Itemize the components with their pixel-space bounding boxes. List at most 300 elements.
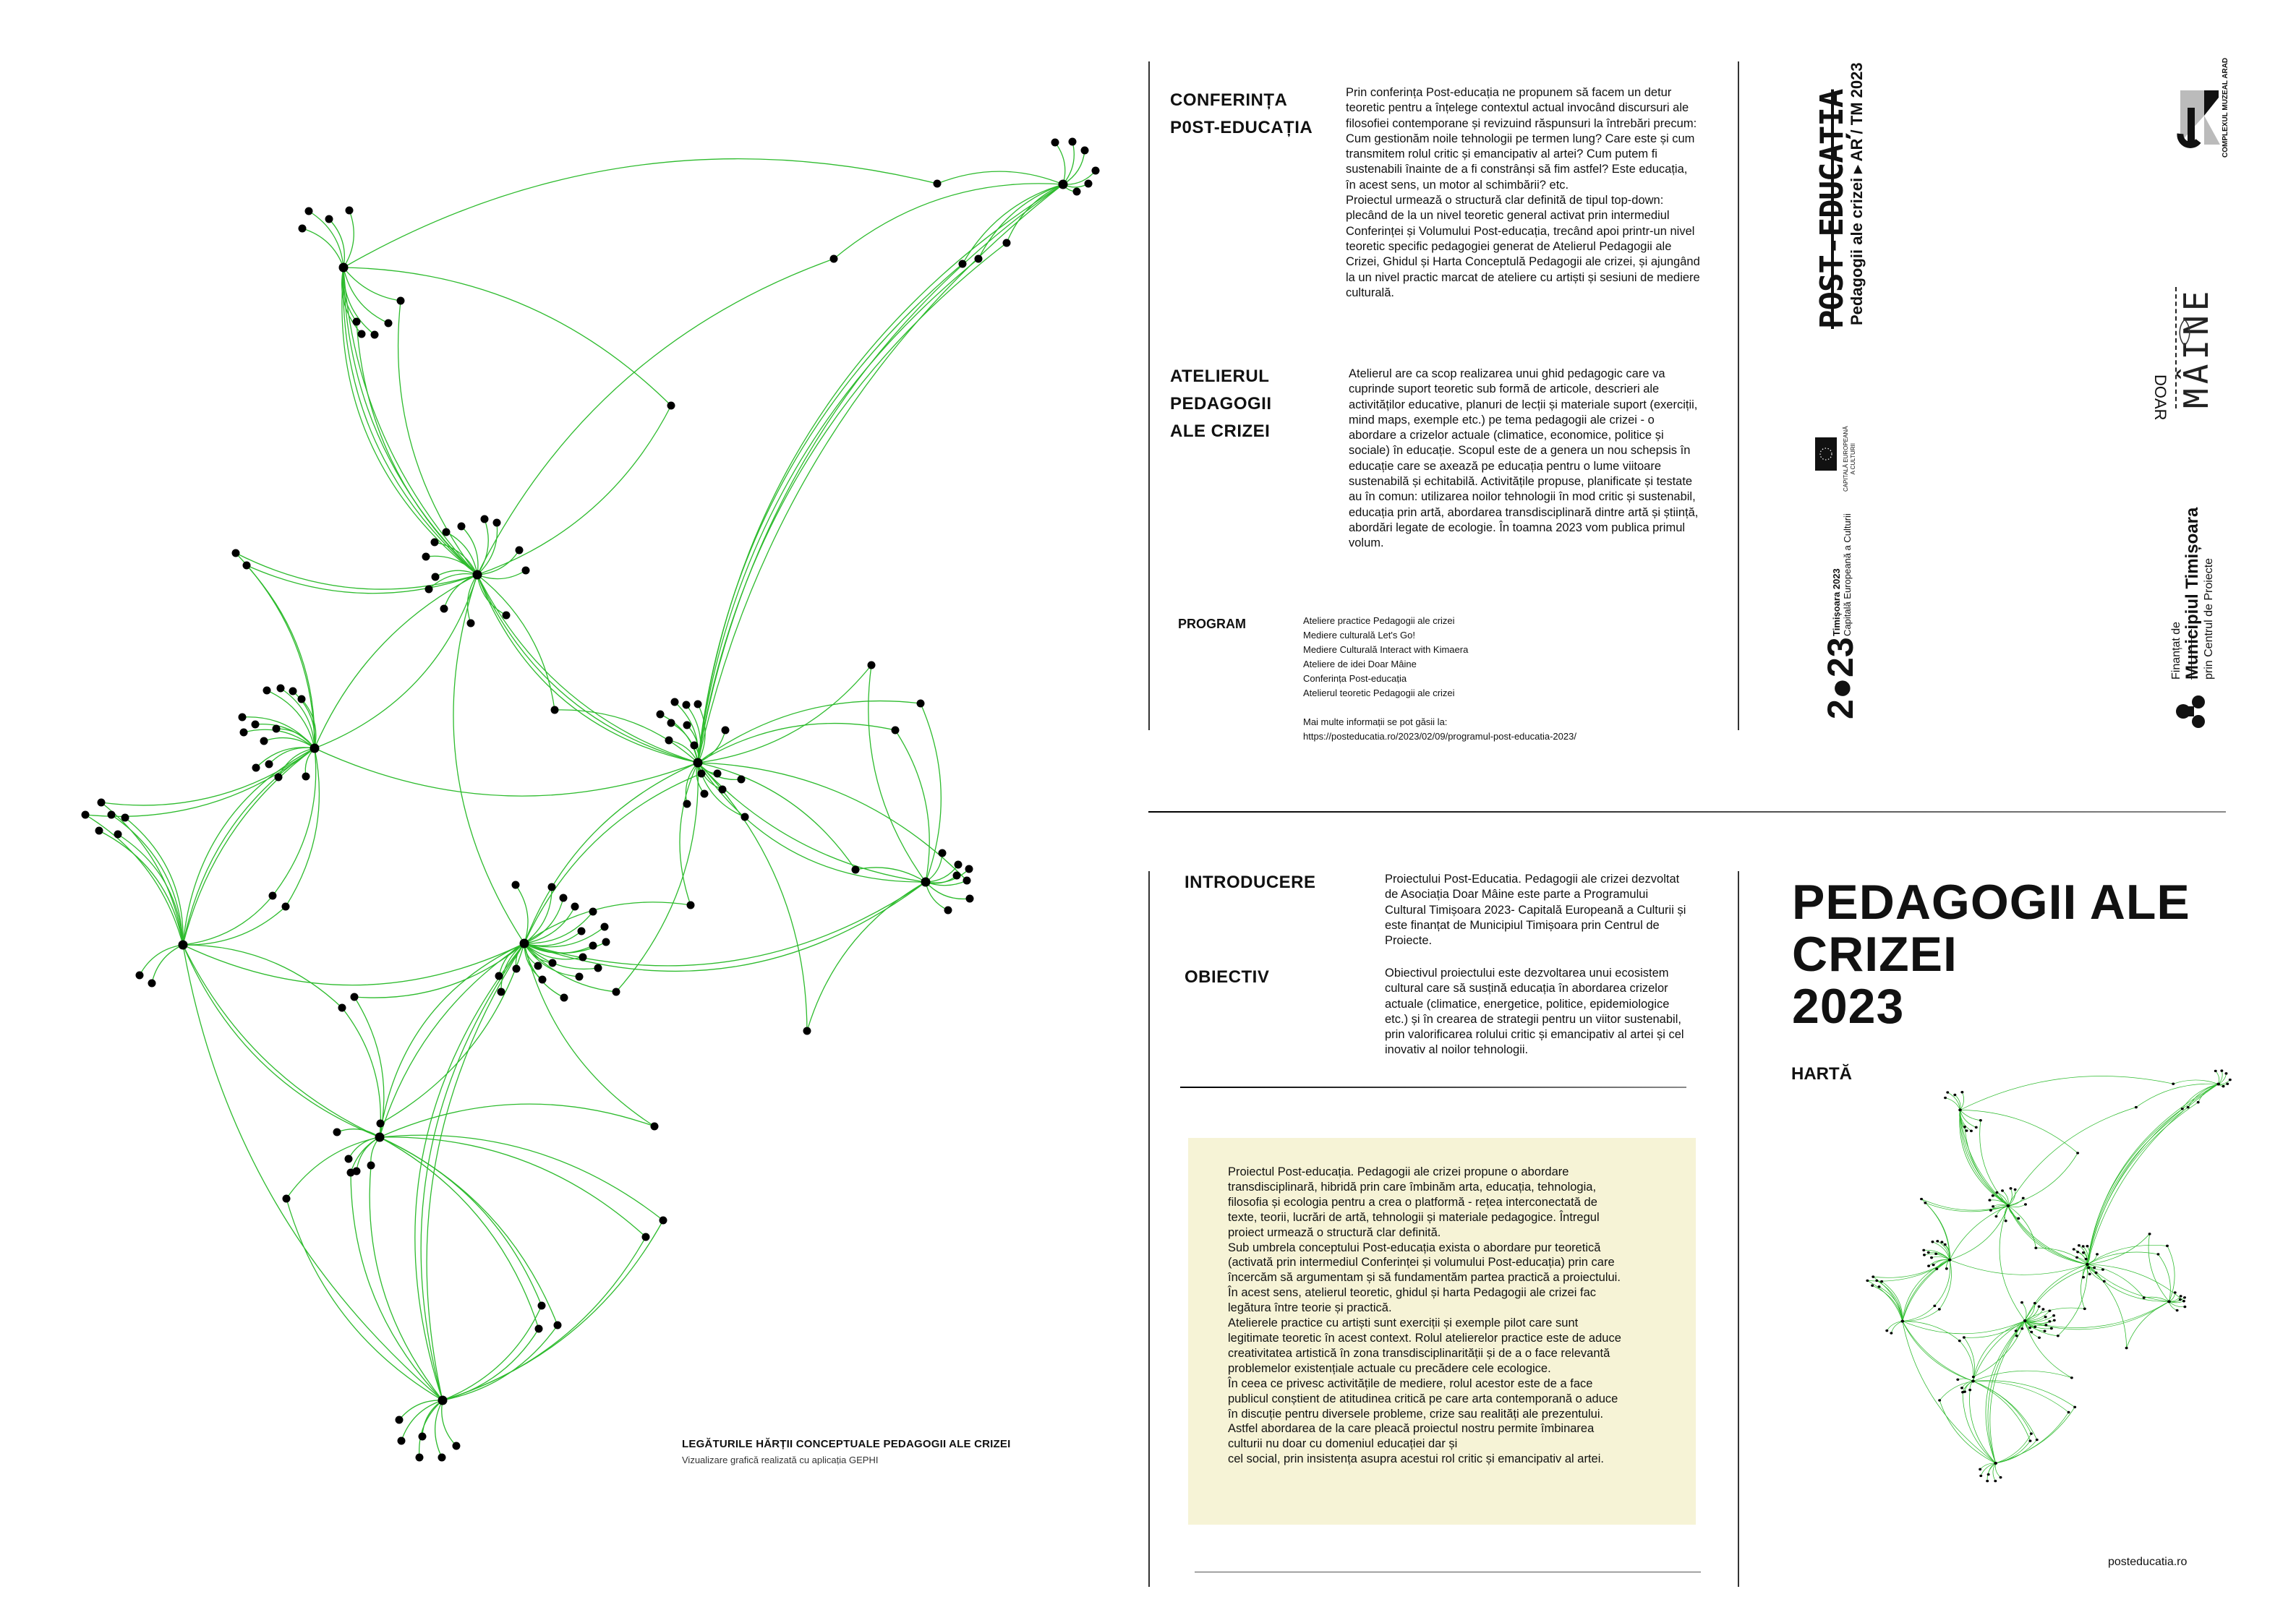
graph-hub-node <box>310 744 320 753</box>
graph-edge <box>807 882 926 1031</box>
mini-edge <box>1988 1321 2025 1463</box>
mini-leaf-node <box>2048 1320 2051 1322</box>
mini-leaf-node <box>1986 1480 1989 1482</box>
graph-leaf-node <box>513 965 521 973</box>
project-description-line: filosofia și ecologia pentru a crea o platformă - rețea interconectată de <box>1228 1195 1597 1209</box>
graph-edge <box>236 553 315 748</box>
mini-leaf-node <box>1944 1097 1947 1099</box>
graph-edge <box>380 1137 558 1325</box>
graph-leaf-node <box>601 923 609 931</box>
graph-edge <box>415 943 524 1400</box>
graph-mid-node <box>1003 239 1011 247</box>
mini-leaf-node <box>1970 1130 1973 1132</box>
project-description-line: proiect urmează o structură clar definită. <box>1228 1225 1441 1239</box>
graph-edge <box>152 945 183 983</box>
mini-edge <box>1903 1322 1973 1382</box>
mini-leaf-node <box>1930 1256 1933 1259</box>
mini-edge <box>1996 1412 2069 1463</box>
mini-mid-node <box>1924 1202 1926 1204</box>
mini-leaf-node <box>2076 1251 2079 1253</box>
mini-edge <box>1960 1341 1973 1382</box>
mini-leaf-node <box>2028 1327 2031 1329</box>
graph-leaf-node <box>944 907 952 915</box>
project-description-line: Sub umbrela conceptului Post-educația exista o abordare pur teoretică <box>1228 1241 1601 1254</box>
program-item: Mediere culturală Let's Go! <box>1303 630 1415 641</box>
graph-leaf-node <box>431 539 439 547</box>
mini-leaf-node <box>2086 1245 2088 1247</box>
project-description-line: problemelor existențiale actuale cu precădere cele ecologice. <box>1228 1361 1551 1375</box>
graph-mid-node <box>959 260 967 268</box>
graph-mid-node <box>397 297 405 305</box>
graph-leaf-node <box>560 994 568 1002</box>
mini-edge <box>1996 1440 2037 1463</box>
mini-leaf-node <box>2005 1220 2007 1222</box>
graph-leaf-node <box>594 964 602 972</box>
graph-mid-node <box>963 877 971 885</box>
graph-mid-node <box>975 255 983 263</box>
concept-map-graph <box>0 0 1128 1623</box>
mini-mid-node <box>2036 1439 2039 1441</box>
graph-leaf-node <box>252 721 260 729</box>
graph-edge <box>398 301 477 575</box>
mini-leaf-node <box>2082 1251 2085 1254</box>
graph-edge <box>183 907 286 945</box>
graph-leaf-node <box>539 976 547 984</box>
mini-leaf-node <box>2180 1295 2182 1297</box>
graph-leaf-node <box>346 207 354 215</box>
graph-edge <box>477 259 834 575</box>
mini-leaf-node <box>2222 1085 2225 1087</box>
graph-leaf-node <box>108 811 116 819</box>
graph-leaf-node <box>671 698 679 706</box>
mini-hub-node <box>2007 1204 2010 1207</box>
mini-edge <box>1903 1260 1950 1322</box>
graph-edge <box>343 267 477 575</box>
mini-edge <box>1965 1127 2008 1206</box>
mini-hub-node <box>2023 1319 2027 1322</box>
graph-mid-node <box>651 1123 659 1131</box>
mini-leaf-node <box>1953 1094 1956 1096</box>
graph-leaf-node <box>522 567 530 575</box>
cma-label: COMPLEXUL MUZEAL ARAD <box>2222 57 2229 158</box>
mini-edge <box>2136 1084 2219 1107</box>
mini-leaf-node <box>1946 1091 1949 1093</box>
mini-leaf-node <box>1880 1280 1883 1282</box>
graph-mid-node <box>660 1217 667 1225</box>
graph-mid-node <box>367 1162 375 1170</box>
graph-leaf-node <box>694 701 702 708</box>
graph-leaf-node <box>602 938 610 946</box>
graph-edge <box>343 210 354 267</box>
graph-leaf-node <box>398 1437 406 1445</box>
mini-leaf-node <box>2183 1306 2186 1308</box>
mini-leaf-node <box>1945 1267 1948 1269</box>
graph-mid-node <box>353 318 361 326</box>
mini-edge <box>1960 1110 2008 1206</box>
graph-edge <box>698 184 1063 763</box>
mini-leaf-node <box>2033 1302 2036 1304</box>
project-description-text <box>1228 1165 1691 1467</box>
post-educatia-tagline: Pedagogii ale crizei ▸ AR / TM 2023 <box>1848 62 1866 325</box>
graph-leaf-node <box>453 1442 461 1450</box>
graph-hub-node <box>694 758 703 768</box>
main-title-line2: CRIZEI <box>1792 927 1958 982</box>
graph-edge <box>343 267 477 575</box>
graph-leaf-node <box>578 928 586 935</box>
graph-leaf-node <box>722 727 730 735</box>
project-description-line: (activată prin intermediul Conferinței și volumului Post-educația) prin care <box>1228 1256 1615 1269</box>
atelierul-text: Atelierul are ca scop realizarea unui ghid pedagogic care va cuprinde suport teoretic sub formă de articole, descrieri ale activităților educative, planuri de lecții și materiale suport (exerciții, mind maps, exemple etc.) pe tema pedagogii ale crizei - o abordare a crizelor actuale (climatice, economice, politice și sociale) în educație. Scopul este de a genera un nou schepsis în educație care se axează pe educația pentru o lume viitoare sustenabilă și echitabilă. Activitățile propuse, planificate și testate au în comun: utilizarea noilor tehnologii în mod critic și sustenabil, educația prin artă, abordarea transdisciplinară dintre artă și știință, abordări legate de ecologie. În toamna 2023 vom publica primul volum. <box>1349 367 1699 550</box>
atelierul-heading-line1: ATELIERUL <box>1170 367 1270 386</box>
mini-edge <box>2025 1301 2169 1327</box>
cma-logo <box>2177 83 2220 148</box>
mini-leaf-node <box>1871 1285 1874 1287</box>
graph-edge <box>524 763 698 943</box>
mini-edge <box>1964 1337 1975 1381</box>
mini-mid-node <box>2181 1108 2184 1110</box>
funder-line2: Municipiul Timișoara <box>2182 507 2202 680</box>
graph-edge <box>442 1400 456 1446</box>
mini-leaf-node <box>1960 1387 1963 1389</box>
mini-mid-node <box>1920 1198 1923 1200</box>
mini-leaf-node <box>2096 1253 2099 1255</box>
graph-mid-node <box>377 1120 385 1128</box>
graph-caption-title: LEGĂTURILE HĂRȚII CONCEPTUALE PEDAGOGII ALE CRIZEI <box>682 1438 1011 1450</box>
mini-edge <box>1903 1260 1950 1322</box>
mini-hub-node <box>1994 1462 1997 1465</box>
project-description-line: texte, teorii, lucrări de artă, tehnologii și materiale pedagogice. Întregul <box>1228 1210 1600 1224</box>
mini-leaf-node <box>2000 1476 2002 1478</box>
divider-mid-bottom <box>1738 871 1739 1587</box>
graph-leaf-node <box>966 895 974 903</box>
graph-edges <box>85 142 1096 1457</box>
graph-leaf-node <box>512 881 520 889</box>
mini-hub-node <box>1958 1108 1962 1111</box>
graph-mid-node <box>852 866 860 874</box>
mini-leaf-node <box>2052 1314 2055 1316</box>
project-description-line: Atelierele practice cu artiști sunt exerciții și exemple pilot care sunt <box>1228 1316 1579 1330</box>
divider-obiectiv <box>1180 1087 1686 1088</box>
graph-edge <box>351 1173 443 1400</box>
mini-edge <box>1973 1371 2071 1381</box>
mini-edge <box>1903 1309 1939 1322</box>
mini-graph-edges <box>1867 1071 2229 1481</box>
mini-leaf-node <box>1934 1253 1937 1255</box>
graph-leaf-node <box>396 1416 404 1424</box>
graph-edge <box>477 519 488 575</box>
graph-edge <box>236 553 477 589</box>
graph-mid-node <box>98 799 106 807</box>
mini-leaf-node <box>1979 1468 1981 1470</box>
graph-leaf-node <box>589 942 597 950</box>
mini-edge <box>2025 1268 2088 1321</box>
mini-mid-node <box>2076 1152 2079 1154</box>
graph-edge <box>343 267 671 406</box>
doar-maine-logo: MÂINE <box>2177 286 2216 408</box>
mini-leaf-node <box>2226 1082 2229 1084</box>
mini-hub-node <box>2086 1263 2089 1266</box>
graph-edge <box>524 882 926 966</box>
graph-mid-node <box>934 180 942 188</box>
program-list <box>1303 614 1708 744</box>
graph-edge <box>286 1137 380 1199</box>
mini-leaf-node <box>2224 1072 2227 1074</box>
conferinta-heading-line2: P0ST-EDUCAȚIA <box>1170 118 1313 137</box>
mini-leaf-node <box>1966 1129 1968 1131</box>
mini-edge <box>2173 1080 2218 1084</box>
graph-leaf-node <box>416 1454 424 1462</box>
mini-leaf-node <box>1931 1241 1934 1243</box>
mini-edge <box>2216 1071 2219 1084</box>
mini-leaf-node <box>1989 1209 1992 1211</box>
graph-edge <box>85 748 315 816</box>
mini-leaf-node <box>2030 1331 2033 1333</box>
program-item: Atelierul teoretic Pedagogii ale crizei <box>1303 688 1455 698</box>
footer-url[interactable]: posteducatia.ro <box>2108 1556 2188 1568</box>
mini-leaf-node <box>2078 1244 2081 1246</box>
mini-leaf-node <box>2017 1217 2020 1220</box>
graph-edge <box>380 1137 646 1237</box>
divider-horizontal <box>1148 811 2226 813</box>
mini-edge <box>1903 1322 1996 1463</box>
graph-leaf-node <box>422 553 430 561</box>
mini-leaf-node <box>2073 1248 2075 1250</box>
mini-edge <box>1891 1322 1902 1334</box>
divider-left-top <box>1148 61 1150 730</box>
mini-edge <box>2087 1102 2198 1264</box>
graph-leaf-node <box>589 908 597 916</box>
mini-leaf-node <box>2174 1291 2177 1293</box>
graph-mid-node <box>667 402 675 410</box>
graph-leaf-node <box>114 831 122 839</box>
graph-edge <box>337 1129 380 1137</box>
graph-mid-node <box>347 1169 355 1177</box>
graph-edge <box>443 1237 646 1400</box>
graph-edge <box>686 763 698 804</box>
graph-leaf-node <box>275 774 283 781</box>
mini-leaf-node <box>2095 1272 2098 1274</box>
graph-leaf-node <box>955 861 963 869</box>
main-title <box>1792 876 2190 1032</box>
graph-edge <box>698 259 978 763</box>
graph-edge <box>183 945 443 1400</box>
program-item: Ateliere de idei Doar Mâine <box>1303 659 1417 669</box>
mini-mid-node <box>1968 1389 1971 1391</box>
mini-mid-node <box>2030 1432 2033 1434</box>
mini-graph-nodes <box>1866 1069 2231 1482</box>
mini-edge <box>1950 1260 2087 1275</box>
graph-edge <box>140 945 183 975</box>
graph-edge <box>183 945 342 1008</box>
graph-mid-node <box>82 811 90 819</box>
graph-leaf-node <box>252 764 260 772</box>
graph-hub-node <box>179 941 188 950</box>
graph-edge <box>343 267 477 575</box>
project-description-line: Astfel abordarea de la care pleacă proiectul nostru permite îmbinarea <box>1228 1422 1595 1436</box>
graph-edge <box>380 1135 663 1220</box>
graph-leaf-node <box>302 773 310 781</box>
graph-edge <box>698 701 921 763</box>
mini-edge <box>2008 1206 2087 1264</box>
mini-leaf-node <box>1992 1205 1994 1207</box>
graph-leaf-node <box>665 737 673 745</box>
mini-leaf-node <box>2082 1245 2085 1247</box>
mini-edge <box>1996 1407 2075 1463</box>
mini-leaf-node <box>2088 1273 2091 1275</box>
mini-mid-node <box>2073 1406 2076 1408</box>
graph-leaf-node <box>419 1433 427 1441</box>
obiectiv-text: Obiectivul proiectului este dezvoltarea unui ecosistem cultural care să susțină educația în abordarea crizelor actuale (climatice, energetice, politice, epidemiologice etc.) și în crearea de strategii pentru un viitor sustenabil, prin valorificarea rolului critic și emancipativ al artei și cel inovativ al noilor tehnologii. <box>1385 967 1684 1057</box>
project-description-line: creativitatea artistică în zona transdisciplinarității și de a o face relevantă <box>1228 1346 1610 1360</box>
graph-edge <box>183 748 315 945</box>
graph-edge <box>477 575 698 763</box>
mini-leaf-node <box>2101 1268 2104 1270</box>
mini-edge <box>2087 1264 2143 1298</box>
graph-mid-node <box>243 562 251 570</box>
mini-leaf-node <box>2229 1079 2232 1081</box>
mini-leaf-node <box>2001 1189 2004 1191</box>
mini-leaf-node <box>2179 1298 2182 1301</box>
map-label: HARTĂ <box>1791 1064 1852 1084</box>
graph-hub-node <box>375 1133 385 1142</box>
program-link[interactable]: https://posteducatia.ro/2023/02/09/programul-post-educatia-2023/ <box>1303 731 1576 742</box>
mini-leaf-node <box>1987 1473 1990 1476</box>
graph-hub-node <box>339 263 349 273</box>
mini-edge <box>1939 1260 1952 1309</box>
mini-leaf-node <box>2041 1308 2044 1310</box>
mini-mid-node <box>1979 1119 1982 1121</box>
mini-leaf-node <box>2020 1327 2023 1329</box>
mini-leaf-node <box>2044 1316 2047 1318</box>
mini-leaf-node <box>2048 1309 2051 1311</box>
mini-leaf-node <box>1956 1379 1959 1381</box>
mini-leaf-node <box>1994 1480 1997 1482</box>
graph-edge <box>698 184 1063 763</box>
graph-edge <box>342 1008 380 1137</box>
mini-edge <box>1939 1381 1973 1400</box>
mini-leaf-node <box>2050 1327 2053 1329</box>
graph-hub-node <box>921 878 931 887</box>
timisoara-label-line1: Timișoara 2023 <box>1831 568 1842 636</box>
program-more-info: Mai multe informații se pot găsii la: <box>1303 716 1448 727</box>
project-description-line: Proiectul Post-educația. Pedagogii ale crizei propune o abordare <box>1228 1165 1569 1178</box>
graph-edge <box>443 1306 542 1400</box>
graph-leaf-node <box>701 790 709 798</box>
introducere-text: Proiectului Post-Educatia. Pedagogii ale crizei dezvoltat de Asociația Doar Mâine este parte a Programului Cultural Timișoara 2023- Capitală Europeană a Culturii și este finanțat de Municipiul Timișoara prin Centrul de Proiecte. <box>1385 873 1686 948</box>
mini-mid-node <box>2182 1300 2185 1302</box>
mini-leaf-node <box>1890 1332 1892 1334</box>
graph-leaf-node <box>516 547 524 554</box>
mini-concept-map <box>1837 1027 2242 1533</box>
graph-edge <box>183 748 315 945</box>
mini-leaf-node <box>2220 1069 2223 1071</box>
graph-edge <box>937 171 1063 184</box>
mini-edge <box>1887 1322 1903 1331</box>
graph-edge <box>421 943 524 1400</box>
mini-edge <box>2087 1108 2188 1264</box>
graph-edge <box>244 729 315 748</box>
doar-maine-small: DOAR <box>2151 374 2169 421</box>
mini-leaf-node <box>1979 1475 1982 1477</box>
graph-edge <box>302 228 343 267</box>
mini-mid-node <box>2166 1245 2169 1247</box>
mini-edge <box>1873 1277 1903 1321</box>
mini-edge <box>1960 1110 2008 1206</box>
graph-leaf-node <box>965 865 973 873</box>
mini-hub-node <box>2216 1082 2220 1085</box>
mini-mid-node <box>1963 1126 1966 1128</box>
graph-edge <box>125 818 183 945</box>
mini-mid-node <box>2197 1101 2200 1103</box>
graph-edge <box>351 1137 380 1173</box>
project-description-line: în discuție pentru diversele probleme, crize sau realități ale prezentului. <box>1228 1407 1604 1421</box>
mini-edge <box>2198 1084 2219 1102</box>
graph-leaf-node <box>691 742 699 750</box>
mini-leaf-node <box>2103 1280 2106 1282</box>
mini-edge <box>1872 1285 1903 1321</box>
mini-mid-node <box>1938 1308 1941 1310</box>
mini-leaf-node <box>2044 1330 2047 1332</box>
mini-edge <box>1990 1321 2025 1463</box>
mini-leaf-node <box>2038 1337 2041 1339</box>
mini-edge <box>2008 1206 2087 1264</box>
mini-edge <box>1867 1260 1950 1281</box>
project-description-line: transdisciplinară, hibridă prin care îmbinăm arta, educația, tehnologia, <box>1228 1180 1597 1194</box>
graph-leaf-node <box>440 605 448 613</box>
mini-mid-node <box>1958 1340 1961 1342</box>
funder-line3: prin Centrul de Proiecte <box>2203 557 2215 680</box>
mini-leaf-node <box>1927 1264 1930 1267</box>
funder-label <box>2169 508 2216 680</box>
mini-leaf-node <box>2085 1258 2088 1260</box>
mini-leaf-node <box>1975 1126 1978 1129</box>
graph-edge <box>183 945 380 1137</box>
graph-edge <box>427 943 524 1400</box>
mini-mid-node <box>1972 1376 1975 1378</box>
graph-edge <box>926 882 948 910</box>
main-title-line3: 2023 <box>1792 979 1905 1034</box>
project-description-line: În ceea ce privesc activitățile de mediere, rolul acestor este de a face <box>1228 1376 1593 1390</box>
graph-leaf-node <box>277 685 285 693</box>
mini-leaf-node <box>2015 1329 2018 1332</box>
mini-edge <box>1973 1381 2068 1412</box>
mini-mid-node <box>1933 1305 1936 1307</box>
graph-leaf-node <box>548 883 556 891</box>
mini-leaf-node <box>2033 1326 2036 1328</box>
graph-leaf-node <box>121 814 129 822</box>
mini-edge <box>1995 1463 2000 1478</box>
graph-leaf-node <box>425 586 433 594</box>
atelierul-heading <box>1170 363 1272 445</box>
graph-edge <box>183 748 315 945</box>
graph-mid-node <box>232 549 240 557</box>
conferinta-heading <box>1170 87 1313 142</box>
mini-hub-node <box>1900 1320 1904 1323</box>
graph-edge <box>380 1137 539 1329</box>
graph-leaf-node <box>299 225 307 233</box>
graph-leaf-node <box>438 1454 446 1462</box>
mini-mid-node <box>1938 1399 1941 1401</box>
mini-edge <box>2158 1254 2170 1301</box>
graph-leaf-node <box>325 215 333 223</box>
graph-edge <box>357 322 477 575</box>
mini-mid-node <box>2187 1106 2190 1108</box>
mini-leaf-node <box>2183 1296 2186 1298</box>
mini-mid-node <box>2028 1439 2031 1442</box>
project-description-line: legătura între teorie și practică. <box>1228 1301 1392 1315</box>
graph-edge <box>978 184 1063 259</box>
mini-leaf-node <box>2176 1309 2179 1311</box>
